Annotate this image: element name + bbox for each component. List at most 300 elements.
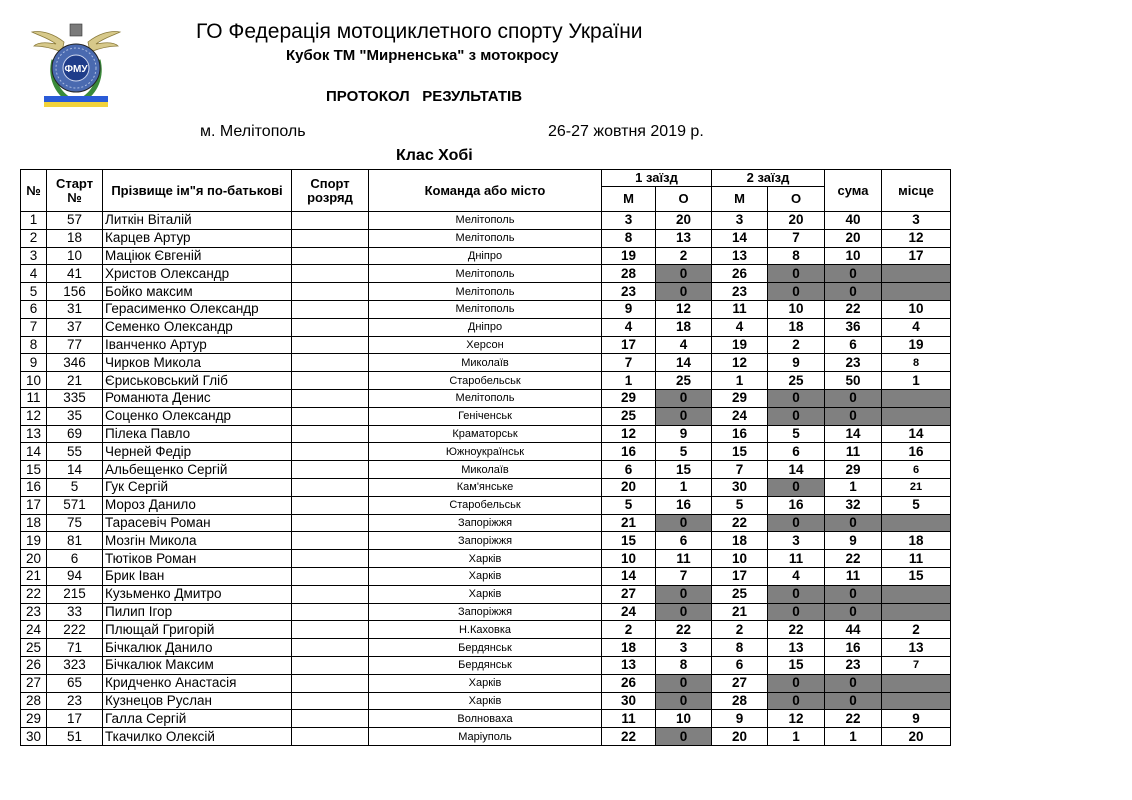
- cell-name: Мороз Данило: [103, 496, 292, 514]
- cell-rank: [292, 247, 369, 265]
- cell-sum: 50: [825, 372, 882, 390]
- cell-name: Ткачилко Олексій: [103, 728, 292, 746]
- cell-race2-o: 18: [768, 318, 825, 336]
- table-row: [21, 229, 951, 247]
- cell-rank: [292, 550, 369, 568]
- cell-team: Харків: [369, 567, 602, 585]
- cell-race2-m: 29: [712, 389, 768, 407]
- cell-num: 3: [21, 247, 47, 265]
- cell-num: 22: [21, 585, 47, 603]
- cell-rank: [292, 710, 369, 728]
- cell-sum: 29: [825, 461, 882, 479]
- cell-race1-o: 1: [656, 478, 712, 496]
- cell-race2-o: 22: [768, 621, 825, 639]
- cell-name: Бічкалюк Данило: [103, 639, 292, 657]
- cell-race2-o: 0: [768, 407, 825, 425]
- cell-start: 41: [47, 265, 103, 283]
- cell-team: Харків: [369, 550, 602, 568]
- cell-race2-m: 1: [712, 372, 768, 390]
- cell-num: 21: [21, 567, 47, 585]
- cell-sum: 0: [825, 389, 882, 407]
- cell-race1-m: 6: [602, 461, 656, 479]
- cell-sum: 40: [825, 212, 882, 230]
- cell-team: Харків: [369, 674, 602, 692]
- results-body: [21, 212, 951, 746]
- cell-team: Маріуполь: [369, 728, 602, 746]
- cell-name: Герасименко Олександр: [103, 300, 292, 318]
- cell-race1-m: 30: [602, 692, 656, 710]
- cell-rank: [292, 354, 369, 372]
- cell-race2-m: 23: [712, 283, 768, 301]
- cell-team: Дніпро: [369, 247, 602, 265]
- cell-race1-m: 13: [602, 656, 656, 674]
- cell-rank: [292, 300, 369, 318]
- cell-place: 2: [882, 621, 951, 639]
- cell-race2-m: 3: [712, 212, 768, 230]
- cell-race1-m: 15: [602, 532, 656, 550]
- cell-rank: [292, 336, 369, 354]
- header-sum: сума: [825, 170, 882, 212]
- cell-num: 14: [21, 443, 47, 461]
- cell-start: 65: [47, 674, 103, 692]
- cell-race1-m: 8: [602, 229, 656, 247]
- table-row: [21, 389, 951, 407]
- cell-place: [882, 603, 951, 621]
- cell-start: 346: [47, 354, 103, 372]
- cell-race2-m: 15: [712, 443, 768, 461]
- cell-race1-o: 0: [656, 389, 712, 407]
- header-race-1-m: М: [602, 187, 656, 212]
- cell-race2-o: 5: [768, 425, 825, 443]
- cell-start: 55: [47, 443, 103, 461]
- document-title: ГО Федерація мотоциклетного спорту України: [196, 20, 643, 43]
- cell-num: 12: [21, 407, 47, 425]
- cell-num: 15: [21, 461, 47, 479]
- cell-team: Мелітополь: [369, 229, 602, 247]
- cell-race1-m: 16: [602, 443, 656, 461]
- cell-team: Н.Каховка: [369, 621, 602, 639]
- cell-place: 6: [882, 461, 951, 479]
- cell-place: 17: [882, 247, 951, 265]
- cell-race1-o: 2: [656, 247, 712, 265]
- federation-logo: [30, 20, 122, 108]
- cell-place: 21: [882, 478, 951, 496]
- cell-team: Старобельськ: [369, 496, 602, 514]
- cell-sum: 0: [825, 283, 882, 301]
- cell-num: 4: [21, 265, 47, 283]
- cell-race2-o: 0: [768, 585, 825, 603]
- document-subtitle: Кубок ТМ "Мирненська" з мотокросу: [286, 47, 559, 64]
- cell-rank: [292, 372, 369, 390]
- cell-race2-o: 6: [768, 443, 825, 461]
- cell-race2-o: 0: [768, 674, 825, 692]
- cell-race1-m: 9: [602, 300, 656, 318]
- table-row: [21, 639, 951, 657]
- cell-race1-o: 3: [656, 639, 712, 657]
- cell-race2-m: 30: [712, 478, 768, 496]
- cell-rank: [292, 265, 369, 283]
- cell-rank: [292, 639, 369, 657]
- cell-rank: [292, 728, 369, 746]
- cell-start: 571: [47, 496, 103, 514]
- cell-name: Іванченко Артур: [103, 336, 292, 354]
- cell-team: Кам'янське: [369, 478, 602, 496]
- cell-name: Плющай Григорій: [103, 621, 292, 639]
- cell-race1-o: 0: [656, 265, 712, 283]
- cell-race1-m: 14: [602, 567, 656, 585]
- cell-num: 24: [21, 621, 47, 639]
- table-row: [21, 372, 951, 390]
- cell-sum: 1: [825, 478, 882, 496]
- left-wing-icon: [32, 31, 64, 52]
- cell-sum: 9: [825, 532, 882, 550]
- cell-name: Бічкалюк Максим: [103, 656, 292, 674]
- cell-start: 35: [47, 407, 103, 425]
- cell-sum: 36: [825, 318, 882, 336]
- header-num: №: [21, 170, 47, 212]
- cell-race1-o: 0: [656, 585, 712, 603]
- cell-race1-o: 13: [656, 229, 712, 247]
- cell-race2-m: 17: [712, 567, 768, 585]
- cell-start: 323: [47, 656, 103, 674]
- cell-name: Маціюк Євгеній: [103, 247, 292, 265]
- cell-sum: 32: [825, 496, 882, 514]
- cell-start: 10: [47, 247, 103, 265]
- cell-start: 17: [47, 710, 103, 728]
- cell-race1-o: 0: [656, 283, 712, 301]
- cell-team: Краматорськ: [369, 425, 602, 443]
- cell-race1-o: 12: [656, 300, 712, 318]
- cell-race1-o: 18: [656, 318, 712, 336]
- cell-race2-m: 14: [712, 229, 768, 247]
- cell-sum: 14: [825, 425, 882, 443]
- cell-race2-o: 0: [768, 283, 825, 301]
- table-row: [21, 478, 951, 496]
- cell-race1-o: 4: [656, 336, 712, 354]
- cell-place: [882, 389, 951, 407]
- cell-sum: 6: [825, 336, 882, 354]
- cell-team: Херсон: [369, 336, 602, 354]
- cell-place: [882, 265, 951, 283]
- cell-rank: [292, 532, 369, 550]
- cell-place: 20: [882, 728, 951, 746]
- cell-sum: 0: [825, 674, 882, 692]
- cell-name: Кузнецов Руслан: [103, 692, 292, 710]
- cell-race2-o: 0: [768, 389, 825, 407]
- cell-sum: 1: [825, 728, 882, 746]
- cell-race1-m: 27: [602, 585, 656, 603]
- cell-name: Тютіков Роман: [103, 550, 292, 568]
- cell-race1-o: 25: [656, 372, 712, 390]
- logo-text: ФМУ: [64, 64, 88, 75]
- cell-start: 21: [47, 372, 103, 390]
- cell-num: 27: [21, 674, 47, 692]
- cell-race2-m: 26: [712, 265, 768, 283]
- cell-race1-o: 9: [656, 425, 712, 443]
- cell-race1-o: 20: [656, 212, 712, 230]
- cell-num: 25: [21, 639, 47, 657]
- class-heading: Клас Хобі: [396, 147, 473, 164]
- cell-race2-m: 4: [712, 318, 768, 336]
- cell-rank: [292, 283, 369, 301]
- cell-team: Запоріжжя: [369, 532, 602, 550]
- protocol-heading: ПРОТОКОЛ РЕЗУЛЬТАТІВ: [326, 88, 523, 105]
- cell-name: Єриськовський Гліб: [103, 372, 292, 390]
- cell-num: 19: [21, 532, 47, 550]
- cell-place: 11: [882, 550, 951, 568]
- cell-start: 335: [47, 389, 103, 407]
- cell-race1-m: 22: [602, 728, 656, 746]
- cell-start: 215: [47, 585, 103, 603]
- cell-num: 7: [21, 318, 47, 336]
- cell-rank: [292, 567, 369, 585]
- cell-num: 8: [21, 336, 47, 354]
- table-row: [21, 265, 951, 283]
- cell-race1-m: 1: [602, 372, 656, 390]
- header-race-2: 2 заїзд: [712, 170, 825, 187]
- cell-start: 81: [47, 532, 103, 550]
- cell-start: 94: [47, 567, 103, 585]
- cell-race1-o: 6: [656, 532, 712, 550]
- cell-race1-m: 11: [602, 710, 656, 728]
- cell-race1-o: 0: [656, 603, 712, 621]
- header-start: Старт №: [47, 170, 103, 212]
- cell-place: 3: [882, 212, 951, 230]
- cell-name: Альбещенко Сергій: [103, 461, 292, 479]
- cell-place: 13: [882, 639, 951, 657]
- cell-place: 19: [882, 336, 951, 354]
- cell-race1-o: 0: [656, 514, 712, 532]
- cell-race1-m: 28: [602, 265, 656, 283]
- cell-team: Запоріжжя: [369, 514, 602, 532]
- cell-rank: [292, 389, 369, 407]
- cell-num: 29: [21, 710, 47, 728]
- cell-rank: [292, 603, 369, 621]
- table-row: [21, 514, 951, 532]
- cell-race1-m: 24: [602, 603, 656, 621]
- cell-race2-o: 13: [768, 639, 825, 657]
- cell-team: Мелітополь: [369, 212, 602, 230]
- cell-race1-m: 19: [602, 247, 656, 265]
- cell-race2-m: 11: [712, 300, 768, 318]
- cell-place: [882, 514, 951, 532]
- cell-place: 10: [882, 300, 951, 318]
- header-race-2-m: М: [712, 187, 768, 212]
- cell-rank: [292, 585, 369, 603]
- cell-race2-m: 18: [712, 532, 768, 550]
- cell-team: Харків: [369, 692, 602, 710]
- cell-race2-o: 11: [768, 550, 825, 568]
- cell-place: 5: [882, 496, 951, 514]
- cell-race1-m: 12: [602, 425, 656, 443]
- cell-num: 18: [21, 514, 47, 532]
- cell-sum: 0: [825, 407, 882, 425]
- cell-race1-m: 7: [602, 354, 656, 372]
- cell-race2-o: 2: [768, 336, 825, 354]
- cell-start: 75: [47, 514, 103, 532]
- cell-race2-o: 12: [768, 710, 825, 728]
- cell-race2-m: 19: [712, 336, 768, 354]
- cell-rank: [292, 318, 369, 336]
- cell-race2-o: 1: [768, 728, 825, 746]
- cell-start: 51: [47, 728, 103, 746]
- cell-place: [882, 407, 951, 425]
- cell-name: Бойко максим: [103, 283, 292, 301]
- cell-race1-m: 26: [602, 674, 656, 692]
- cell-start: 156: [47, 283, 103, 301]
- cell-place: 8: [882, 354, 951, 372]
- cell-race2-m: 16: [712, 425, 768, 443]
- table-row: [21, 567, 951, 585]
- table-row: [21, 603, 951, 621]
- table-row: [21, 621, 951, 639]
- cell-rank: [292, 692, 369, 710]
- cell-place: 4: [882, 318, 951, 336]
- cell-race2-o: 9: [768, 354, 825, 372]
- cell-race1-o: 7: [656, 567, 712, 585]
- cell-start: 77: [47, 336, 103, 354]
- cell-race2-o: 0: [768, 692, 825, 710]
- cell-sum: 22: [825, 300, 882, 318]
- cell-place: [882, 674, 951, 692]
- cell-sum: 16: [825, 639, 882, 657]
- cell-sum: 0: [825, 603, 882, 621]
- cell-num: 26: [21, 656, 47, 674]
- table-row: [21, 692, 951, 710]
- event-date: 26-27 жовтня 2019 р.: [548, 123, 704, 140]
- cell-num: 5: [21, 283, 47, 301]
- header-race-1: 1 заїзд: [602, 170, 712, 187]
- table-row: [21, 425, 951, 443]
- cell-name: Тарасевіч Роман: [103, 514, 292, 532]
- cell-name: Галла Сергій: [103, 710, 292, 728]
- table-row: [21, 336, 951, 354]
- cell-sum: 0: [825, 585, 882, 603]
- cell-race1-o: 0: [656, 407, 712, 425]
- table-row: [21, 550, 951, 568]
- cell-team: Мелітополь: [369, 265, 602, 283]
- cell-race1-m: 21: [602, 514, 656, 532]
- cell-race2-o: 0: [768, 478, 825, 496]
- cell-race2-m: 27: [712, 674, 768, 692]
- table-row: [21, 728, 951, 746]
- header-race-2-o: О: [768, 187, 825, 212]
- cell-name: Брик Іван: [103, 567, 292, 585]
- cell-race1-m: 4: [602, 318, 656, 336]
- cell-place: 14: [882, 425, 951, 443]
- cell-race2-m: 9: [712, 710, 768, 728]
- cell-place: 1: [882, 372, 951, 390]
- table-row: [21, 532, 951, 550]
- cell-race1-o: 0: [656, 728, 712, 746]
- header-team: Команда або місто: [369, 170, 602, 212]
- cell-start: 222: [47, 621, 103, 639]
- cell-name: Соценко Олександр: [103, 407, 292, 425]
- cell-team: Харків: [369, 585, 602, 603]
- cell-team: Старобельськ: [369, 372, 602, 390]
- cell-name: Христов Олександр: [103, 265, 292, 283]
- cell-name: Кридченко Анастасія: [103, 674, 292, 692]
- cell-race2-m: 28: [712, 692, 768, 710]
- table-row: [21, 300, 951, 318]
- cell-rank: [292, 656, 369, 674]
- cell-team: Волноваха: [369, 710, 602, 728]
- cell-race2-m: 24: [712, 407, 768, 425]
- header-rank: Спорт розряд: [292, 170, 369, 212]
- cell-num: 23: [21, 603, 47, 621]
- cell-race1-m: 10: [602, 550, 656, 568]
- cell-num: 20: [21, 550, 47, 568]
- cell-race2-m: 20: [712, 728, 768, 746]
- cell-race2-m: 6: [712, 656, 768, 674]
- table-row: [21, 443, 951, 461]
- cell-rank: [292, 212, 369, 230]
- cell-rank: [292, 674, 369, 692]
- cell-race1-m: 2: [602, 621, 656, 639]
- cell-team: Бердянськ: [369, 656, 602, 674]
- cell-rank: [292, 514, 369, 532]
- cell-team: Миколаїв: [369, 461, 602, 479]
- cell-race2-o: 16: [768, 496, 825, 514]
- cell-team: Южноукраїнськ: [369, 443, 602, 461]
- cell-num: 6: [21, 300, 47, 318]
- cell-start: 37: [47, 318, 103, 336]
- cell-race2-o: 10: [768, 300, 825, 318]
- cell-race2-o: 0: [768, 265, 825, 283]
- cell-race1-o: 10: [656, 710, 712, 728]
- cell-team: Бердянськ: [369, 639, 602, 657]
- cell-race2-m: 22: [712, 514, 768, 532]
- cell-race1-m: 3: [602, 212, 656, 230]
- cell-team: Мелітополь: [369, 283, 602, 301]
- cell-race2-m: 5: [712, 496, 768, 514]
- cell-place: 15: [882, 567, 951, 585]
- cell-race1-o: 11: [656, 550, 712, 568]
- cell-num: 13: [21, 425, 47, 443]
- table-row: [21, 461, 951, 479]
- table-row: [21, 674, 951, 692]
- cell-race2-o: 8: [768, 247, 825, 265]
- cell-race2-o: 0: [768, 514, 825, 532]
- cell-race1-o: 0: [656, 674, 712, 692]
- cell-race2-m: 25: [712, 585, 768, 603]
- cell-sum: 11: [825, 443, 882, 461]
- table-row: [21, 247, 951, 265]
- cell-num: 11: [21, 389, 47, 407]
- cell-team: Мелітополь: [369, 300, 602, 318]
- cell-sum: 0: [825, 692, 882, 710]
- cell-race2-m: 2: [712, 621, 768, 639]
- table-row: [21, 354, 951, 372]
- header-name: Прізвище ім"я по-батькові: [103, 170, 292, 212]
- cell-name: Семенко Олександр: [103, 318, 292, 336]
- cell-name: Карцев Артур: [103, 229, 292, 247]
- cell-rank: [292, 621, 369, 639]
- cell-place: 7: [882, 656, 951, 674]
- cell-team: Миколаїв: [369, 354, 602, 372]
- cell-race1-o: 0: [656, 692, 712, 710]
- cell-name: Литкін Віталій: [103, 212, 292, 230]
- cell-rank: [292, 407, 369, 425]
- table-row: [21, 407, 951, 425]
- cell-sum: 22: [825, 710, 882, 728]
- cell-team: Запоріжжя: [369, 603, 602, 621]
- cell-race2-o: 4: [768, 567, 825, 585]
- cell-sum: 44: [825, 621, 882, 639]
- cell-race1-m: 29: [602, 389, 656, 407]
- cell-race2-m: 7: [712, 461, 768, 479]
- cell-rank: [292, 443, 369, 461]
